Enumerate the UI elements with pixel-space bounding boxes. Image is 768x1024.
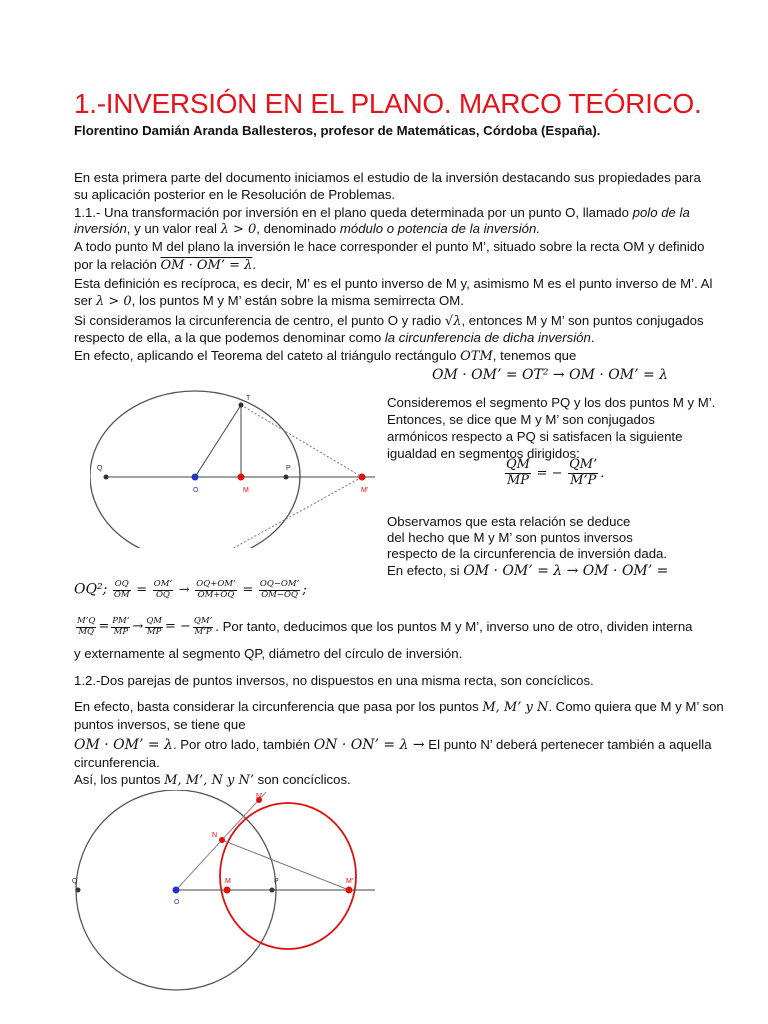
equation-1: OM · OM’ = OT² → OM · OM’ = λ xyxy=(432,367,669,383)
point-t xyxy=(239,403,244,408)
s11-text: . xyxy=(590,330,595,345)
label-m-prime: M' xyxy=(346,878,354,885)
s12-line-6 xyxy=(74,772,351,790)
polo-term: polo de la xyxy=(632,205,690,220)
numerator: PM’ xyxy=(112,616,130,626)
eq-op: = − xyxy=(164,619,191,635)
lambda-condition: λ > 0 xyxy=(220,222,257,237)
numerator: M’Q xyxy=(77,616,96,626)
eq-op: = xyxy=(98,619,110,635)
fraction xyxy=(153,580,173,601)
s12-text: . Como quiera que M y M’ son xyxy=(548,699,724,714)
inversion-relation: OM · OM’ = λ xyxy=(160,258,253,273)
s12-line-5: circunferencia. xyxy=(74,755,160,770)
s11-text: , entonces M y M’ son puntos conjugados xyxy=(461,313,704,328)
label-q: Q xyxy=(72,878,78,885)
harmonic-equation xyxy=(503,458,604,489)
s11-line-4 xyxy=(74,257,256,275)
denominator: M’P xyxy=(194,626,212,637)
segment-ot xyxy=(195,405,241,477)
s11-text: , denominado xyxy=(256,221,340,236)
inversion-circle xyxy=(90,391,300,548)
s11-text: por la relación xyxy=(74,257,161,272)
eq-op: ; xyxy=(302,582,307,598)
denominator: OM−OQ xyxy=(261,589,298,600)
s12-text: . Por otro lado, también xyxy=(172,737,314,752)
s11-text: , y un valor real xyxy=(126,221,221,236)
rc-line-7: respecto de la circunferencia de inversión dada. xyxy=(387,546,668,561)
eq-op: = − xyxy=(536,465,563,481)
s12-text: son concíclicos. xyxy=(253,772,351,787)
rc-equation: OM · OM’ = λ → OM · OM’ = xyxy=(463,563,669,579)
denominator: MP xyxy=(146,626,162,637)
s11-line-9 xyxy=(74,348,576,366)
eq-op: OQ²; xyxy=(74,581,108,598)
numerator: OQ xyxy=(114,579,129,589)
s12-line-2 xyxy=(74,699,724,717)
fraction xyxy=(193,617,213,638)
s11-line-2 xyxy=(74,221,540,239)
eq-op: . xyxy=(600,465,605,481)
label-n: N xyxy=(212,832,218,839)
conclusion-text: . Por tanto, deducimos que los puntos M y M’, inverso uno de otro, dividen interna xyxy=(215,619,693,635)
s11-line-5: Esta definición es recíproca, es decir, M’ es el punto inverso de M y, asimismo M es el punto inverso de M’. Al xyxy=(74,276,713,291)
rc-line-5: Observamos que esta relación se deduce xyxy=(387,514,631,529)
fraction xyxy=(111,617,130,638)
s12-line-3: puntos inversos, se tiene que xyxy=(74,717,246,732)
numerator: OQ+OM’ xyxy=(196,579,236,589)
s11-line-3: A todo punto M del plano la inversión le hace corresponder el punto M’, situado sobre la recta OM y definido xyxy=(74,239,705,254)
tangent-upper xyxy=(241,405,362,477)
label-o: O xyxy=(193,487,199,494)
point-m-prime xyxy=(359,474,366,481)
point-p xyxy=(270,888,275,893)
triangle-otm: OTM xyxy=(460,349,493,364)
label-q: Q xyxy=(97,465,103,472)
relation-on: ON · ON’ = λ → xyxy=(313,737,425,753)
denominator: MQ xyxy=(78,626,95,637)
s11-line-6 xyxy=(74,293,464,311)
numerator: QM xyxy=(506,457,530,472)
label-p: P xyxy=(274,878,279,885)
rc-line-1: Consideremos el segmento PQ y los dos puntos M y M’. xyxy=(387,395,716,410)
tangent-lower xyxy=(230,477,362,548)
s11-text: Si consideramos la circunferencia de centro, el punto O y radio xyxy=(74,313,445,328)
rc-line-3: armónicos respecto a PQ si satisfacen la siguiente xyxy=(387,429,683,444)
label-t: T xyxy=(246,395,251,402)
eq2-line-2: y externamente al segmento QP, diámetro del círculo de inversión. xyxy=(74,646,463,661)
label-o: O xyxy=(174,899,180,906)
concyclic-circle xyxy=(220,803,356,949)
point-n xyxy=(219,837,225,843)
denominator: MP xyxy=(113,626,129,637)
rc-line-2: Entonces, se dice que M y M’ son conjugados xyxy=(387,412,655,427)
s12-text: El punto N’ deberá pertenecer también a aquella xyxy=(424,737,712,752)
figure-concyclic xyxy=(70,790,380,1024)
fraction xyxy=(76,617,96,638)
circ-term: la circunferencia de dicha inversión xyxy=(384,330,591,345)
s11-text: ser xyxy=(74,293,96,308)
numerator: QM’ xyxy=(193,616,213,626)
page-title: 1.-INVERSIÓN EN EL PLANO. MARCO TEÓRICO. xyxy=(74,88,702,119)
numerator: OQ−OM’ xyxy=(259,579,300,589)
point-m xyxy=(224,887,231,894)
fraction xyxy=(195,580,236,601)
label-m-prime: M' xyxy=(361,487,369,494)
s12-text: Así, los puntos xyxy=(74,772,165,787)
s12-text: En efecto, basta considerar la circunferencia que pasa por los puntos xyxy=(74,699,483,714)
point-q xyxy=(104,475,109,480)
rc-line-4: igualdad en segmentos dirigidos: xyxy=(387,446,580,461)
points-mmnn: M, M’, N y N’ xyxy=(164,773,254,788)
point-o xyxy=(192,474,199,481)
label-n-prime: N' xyxy=(256,793,263,800)
eq-op: → xyxy=(132,619,144,635)
s11-line-7 xyxy=(74,313,704,331)
point-o xyxy=(173,887,180,894)
point-m-prime xyxy=(346,887,353,894)
points-mmn: M, M’ y N xyxy=(482,700,549,715)
rc-line-6: del hecho que M y M’ son puntos inversos xyxy=(387,530,633,545)
label-m: M xyxy=(243,487,249,494)
fraction xyxy=(113,580,131,601)
s11-line-1 xyxy=(74,205,690,222)
numerator: OM’ xyxy=(153,579,173,589)
eq-op: → xyxy=(178,582,190,598)
modulo-term: módulo o potencia de la inversión. xyxy=(339,221,541,236)
label-m: M xyxy=(225,878,231,885)
equation-line-1 xyxy=(74,580,307,601)
point-m xyxy=(238,474,245,481)
point-p xyxy=(284,475,289,480)
s11-text: respecto de ella, a la que podemos denominar como xyxy=(74,330,385,345)
denominator: MP xyxy=(506,472,530,488)
fraction xyxy=(568,458,598,489)
segment-nm2 xyxy=(222,840,349,890)
s11-text: 1.1.- Una transformación por inversión en el plano queda determinada por un punto O, llamado xyxy=(74,205,633,220)
eq-op: = xyxy=(242,582,254,598)
fraction xyxy=(259,580,300,601)
rc-line-8 xyxy=(387,563,668,580)
numerator: QM xyxy=(146,616,162,626)
fraction xyxy=(145,617,163,638)
s11-text: , los puntos M y M’ están sobre la misma semirrecta OM. xyxy=(131,293,464,308)
s11-text: , tenemos que xyxy=(492,348,577,363)
numerator: QM’ xyxy=(569,457,598,472)
fraction xyxy=(505,458,531,489)
label-p: P xyxy=(286,465,291,472)
equation-line-2 xyxy=(74,617,693,638)
intro-line-1: En esta primera parte del documento iniciamos el estudio de la inversión destacando sus propiedades para xyxy=(74,170,701,185)
intro-line-2: su aplicación posterior en le Resolución de Problemas. xyxy=(74,187,396,202)
denominator: OQ xyxy=(155,589,170,600)
lambda-condition: λ > 0 xyxy=(95,294,132,309)
s12-line-4 xyxy=(74,737,712,754)
s11-line-8 xyxy=(74,330,594,347)
rc-text: En efecto, si xyxy=(387,563,464,578)
figure-inversion-circle xyxy=(90,388,380,548)
s11-text: . xyxy=(252,257,257,272)
relation-om: OM · OM’ = λ xyxy=(74,737,173,753)
author-line: Florentino Damián Aranda Ballesteros, profesor de Matemáticas, Córdoba (España). xyxy=(74,123,601,138)
inversion-term: inversión xyxy=(74,221,127,236)
eq-op: = xyxy=(136,582,148,598)
denominator: M’P xyxy=(570,472,597,488)
sqrt-lambda: √λ xyxy=(444,314,462,329)
denominator: OM xyxy=(113,589,130,600)
point-q xyxy=(76,888,81,893)
denominator: OM+OQ xyxy=(197,589,235,600)
s12-heading: 1.2.-Dos parejas de puntos inversos, no dispuestos en una misma recta, son concíclicos. xyxy=(74,673,594,688)
s11-text: En efecto, aplicando el Teorema del cateto al triángulo rectángulo xyxy=(74,348,461,363)
